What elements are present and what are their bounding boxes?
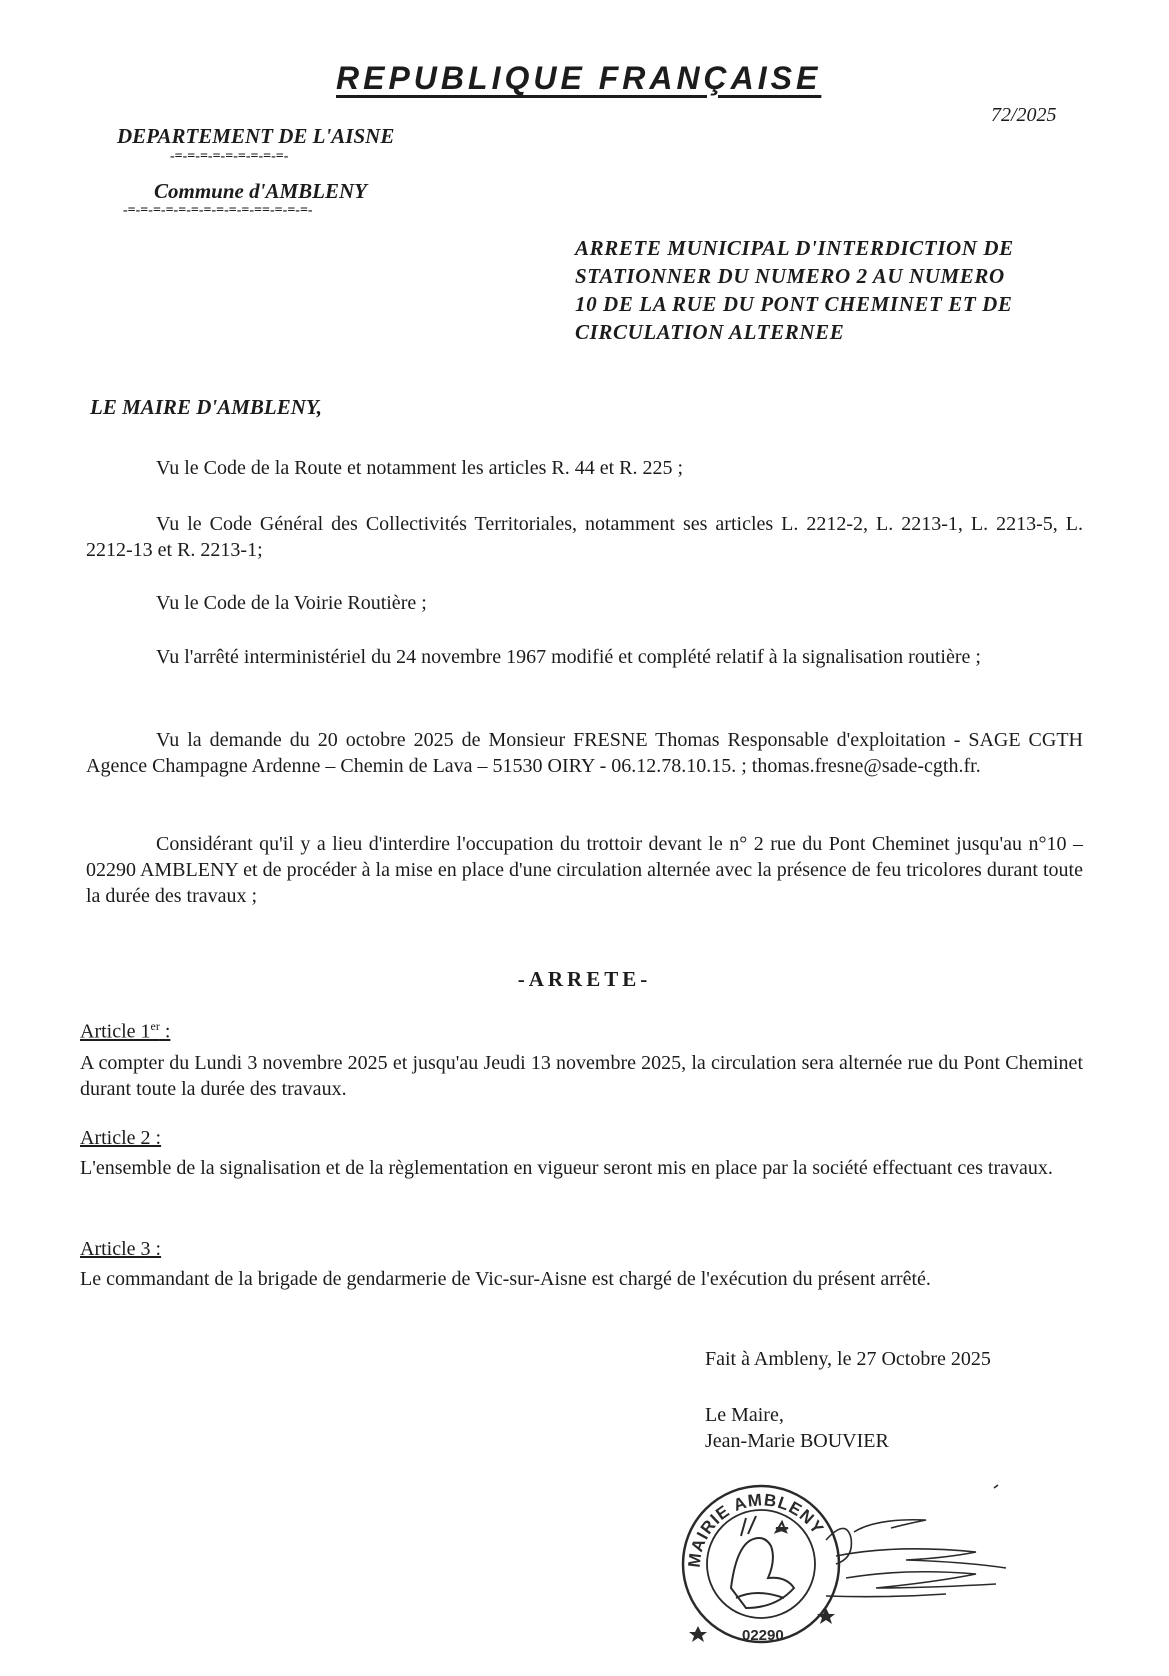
stamp-code: 02290 (742, 1627, 784, 1644)
article-label-suffix: : (150, 1127, 162, 1149)
article-3-text: Le commandant de la brigade de gendarmerie de Vic-sur-Aisne est chargé de l'exécution du présent arrêté. (80, 1268, 931, 1290)
article-label-sup: er (150, 1019, 160, 1033)
article-2-label (80, 1127, 161, 1150)
heading-line: 10 DE LA RUE DU PONT CHEMINET ET DE (575, 292, 1013, 316)
signature-date: Fait à Ambleny, le 27 Octobre 2025 (705, 1348, 991, 1370)
vu-paragraph: Vu le Code de la Voirie Routière ; (156, 592, 427, 614)
mayor-heading: LE MAIRE D'AMBLENY, (90, 395, 323, 419)
commune-name: Commune d'AMBLENY (154, 179, 367, 203)
heading-line: ARRETE MUNICIPAL D'INTERDICTION DE (575, 236, 1014, 260)
stamp-text-path: MAIRIE AMBLENY (684, 1490, 828, 1569)
article-2-text: L'ensemble de la signalisation et de la règlementation en vigueur seront mis en place par la société effectuant ces travaux. (80, 1157, 1053, 1179)
department-name: DEPARTEMENT DE L'AISNE (117, 124, 395, 148)
article-label-text: Article 2 (80, 1127, 151, 1149)
article-3-label (80, 1238, 161, 1261)
considerant-paragraph: Considérant qu'il y a lieu d'interdire l'occupation du trottoir devant le n° 2 rue du Pont Cheminet jusqu'au n°10 – 02290 AMBLENY et de procéder à la mise en place d'une circulation alternée avec la présence de feu tricolores durant toute la durée des travaux ; (86, 833, 1083, 907)
article-label-text: Article 3 (80, 1238, 151, 1260)
header-separator: -=-=-=-=-=-=-=-=-=- (170, 149, 289, 164)
header-separator: -=-=-=-=-=-=-=-=-=-=-==-=-=-=- (123, 203, 313, 218)
handwritten-signature (826, 1485, 1006, 1597)
arrete-label: -ARRETE- (517, 967, 652, 991)
vu-paragraph: Vu la demande du 20 octobre 2025 de Monsieur FRESNE Thomas Responsable d'exploitation - SAGE CGTH Agence Champagne Ardenne – Chemin de Lava – 51530 OIRY - 06.12.78.10.15. ; thomas.fresne@sade-cgth.fr. (86, 729, 1083, 777)
vu-paragraph: Vu l'arrêté interministériel du 24 novembre 1967 modifié et complété relatif à la signalisation routière ; (156, 646, 981, 668)
signature-role: Le Maire, (705, 1404, 784, 1426)
vu-paragraph: Vu le Code de la Route et notamment les articles R. 44 et R. 225 ; (156, 457, 684, 479)
stamp-text (685, 1490, 828, 1568)
heading-line: STATIONNER DU NUMERO 2 AU NUMERO (575, 264, 1005, 288)
mairie-stamp (676, 1448, 1036, 1676)
article-label-text: Article 1 (80, 1020, 151, 1043)
article-1-text: A compter du Lundi 3 novembre 2025 et jusqu'au Jeudi 13 novembre 2025, la circulation sera alternée rue du Pont Cheminet durant toute la durée des travaux. (80, 1052, 1083, 1100)
heading-line: CIRCULATION ALTERNEE (575, 320, 845, 344)
vu-paragraph: Vu le Code Général des Collectivités Territoriales, notamment ses articles L. 2212-2, L. 2213-1, L. 2213-5, L. 2212-13 et R. 2213-1; (86, 513, 1083, 561)
reference-number: 72/2025 (991, 104, 1057, 126)
signature-name: Jean-Marie BOUVIER (705, 1430, 889, 1452)
decree-heading (575, 234, 1095, 346)
stamp-inner-ring (707, 1510, 815, 1618)
article-label-suffix: : (159, 1020, 171, 1043)
article-label-suffix: : (150, 1238, 162, 1260)
article-1-label (80, 1019, 170, 1044)
page-title: REPUBLIQUE FRANÇAISE (336, 60, 822, 96)
marianne-emblem-icon (731, 1516, 794, 1608)
